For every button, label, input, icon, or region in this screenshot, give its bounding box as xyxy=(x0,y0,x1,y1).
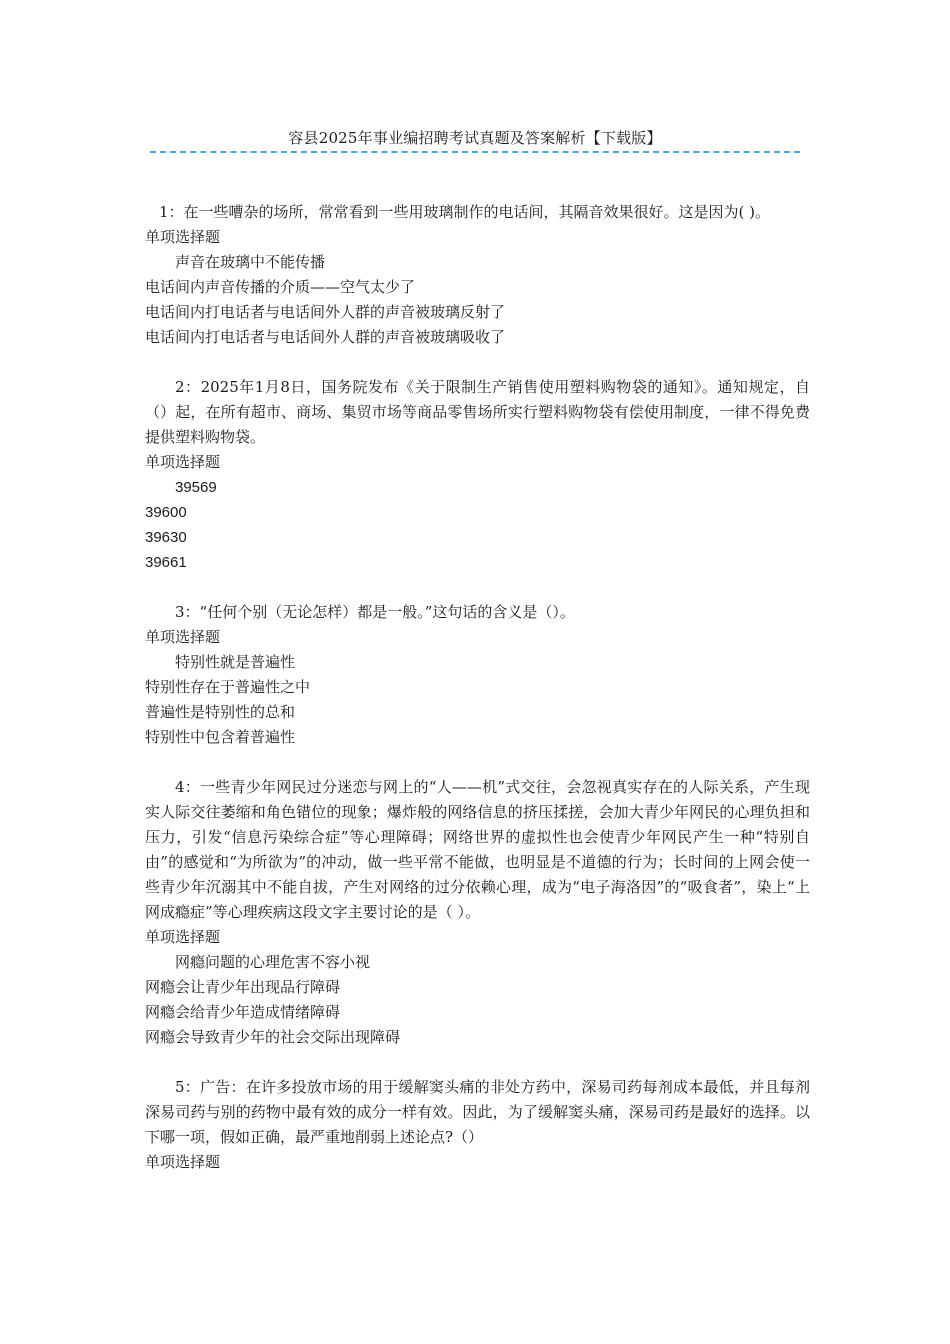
answer-option-b: 39600 xyxy=(145,504,187,521)
question-type-label: 单项选择题 xyxy=(145,928,221,946)
answer-option-d: 39661 xyxy=(145,554,187,571)
question-stem: 3：“任何个别（无论怎样）都是一般。”这句话的含义是（）。 xyxy=(175,603,575,621)
title-divider xyxy=(150,151,800,153)
question-type-label: 单项选择题 xyxy=(145,453,221,471)
answer-option-c: 39630 xyxy=(145,529,187,546)
answer-option-b: 电话间内声音传播的介质——空气太少了 xyxy=(145,278,416,296)
answer-option-c: 网瘾会给青少年造成情绪障碍 xyxy=(145,1003,341,1021)
document-title: 容县2025年事业编招聘考试真题及答案解析【下载版】 xyxy=(288,129,662,147)
answer-option-d: 电话间内打电话者与电话间外人群的声音被玻璃吸收了 xyxy=(145,328,506,346)
question-list xyxy=(145,200,810,1200)
answer-option-c: 电话间内打电话者与电话间外人群的声音被玻璃反射了 xyxy=(145,303,506,321)
answer-option-a: 39569 xyxy=(175,479,217,496)
question-type-label: 单项选择题 xyxy=(145,228,221,246)
question-type-label: 单项选择题 xyxy=(145,628,221,646)
answer-option-a: 网瘾问题的心理危害不容小视 xyxy=(175,953,371,971)
question-stem: 2：2025年1月8日，国务院发布《关于限制生产销售使用塑料购物袋的通知》。通知规定，自（）起，在所有超市、商场、集贸市场等商品零售场所实行塑料购物袋有偿使用制度，一律不得免费提供塑料购物袋。 xyxy=(145,378,810,446)
answer-option-d: 特别性中包含着普遍性 xyxy=(145,728,296,746)
answer-option-a: 特别性就是普遍性 xyxy=(175,653,296,671)
question-3 xyxy=(145,600,810,750)
question-stem: 1：在一些嘈杂的场所，常常看到一些用玻璃制作的电话间，其隔音效果很好。这是因为( )。 xyxy=(159,203,771,221)
question-stem: 5：广告：在许多投放市场的用于缓解窦头痛的非处方药中，深易司药每剂成本最低，并且每剂深易司药与别的药物中最有效的成分一样有效。因此，为了缓解窦头痛，深易司药是最好的选择。以下哪一项，假如正确，最严重地削弱上述论点?（） xyxy=(145,1078,810,1146)
question-stem: 4：一些青少年网民过分迷恋与网上的“人——机”式交往，会忽视真实存在的人际关系，产生现实人际交往萎缩和角色错位的现象；爆炸般的网络信息的挤压揉搓，会加大青少年网民的心理负担和压力，引发“信息污染综合症”等心理障碍；网络世界的虚拟性也会使青少年网民产生一种“特别自由”的感觉和“为所欲为”的冲动，做一些平常不能做，也明显是不道德的行为；长时间的上网会使一些青少年沉溺其中不能自拔，产生对网络的过分依赖心理，成为“电子海洛因”的“吸食者”，染上“上网成瘾症”等心理疾病这段文字主要讨论的是（ ）。 xyxy=(145,778,810,921)
question-type-label: 单项选择题 xyxy=(145,1153,221,1171)
question-5 xyxy=(145,1075,810,1175)
question-4 xyxy=(145,775,810,1050)
answer-option-b: 特别性存在于普遍性之中 xyxy=(145,678,311,696)
answer-option-d: 网瘾会导致青少年的社会交际出现障碍 xyxy=(145,1028,401,1046)
question-2 xyxy=(145,375,810,575)
answer-option-b: 网瘾会让青少年出现品行障碍 xyxy=(145,978,341,996)
answer-option-a: 声音在玻璃中不能传播 xyxy=(175,253,326,271)
answer-option-c: 普遍性是特别性的总和 xyxy=(145,703,296,721)
question-1 xyxy=(145,200,810,350)
